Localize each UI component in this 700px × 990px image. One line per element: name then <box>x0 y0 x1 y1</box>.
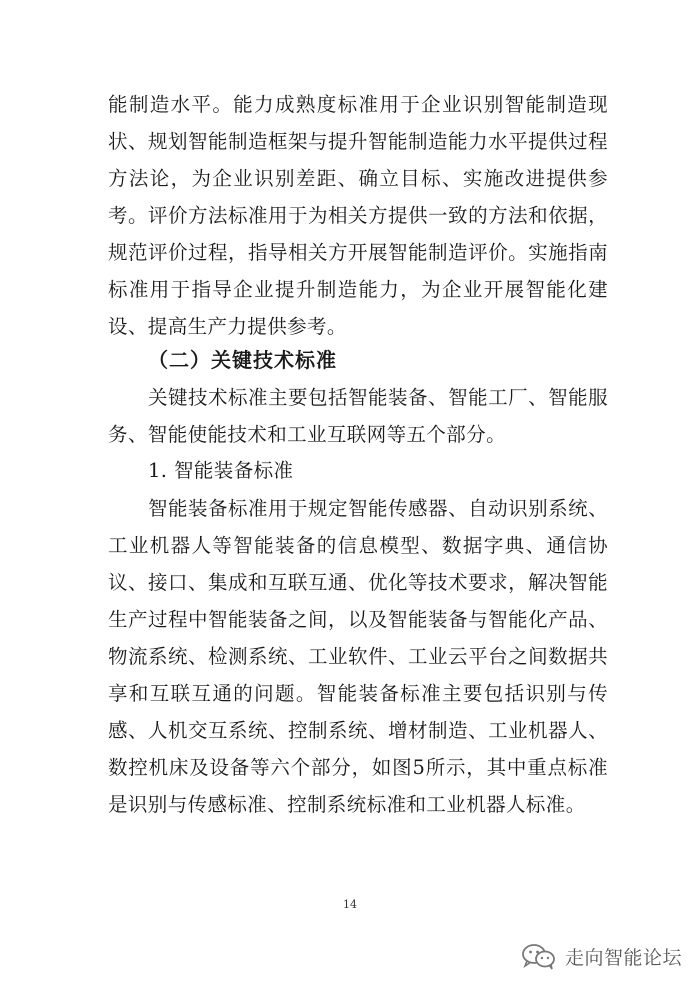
subsection-heading: 1. 智能装备标准 <box>148 459 294 482</box>
page-number: 14 <box>343 898 357 911</box>
paragraph-intro: 能制造水平。能力成熟度标准用于企业识别智能制造现状、规划智能制造框架与提升智能制造能力水平提供过程方法论，为企业识别差距、确立目标、实施改进提供参考。评价方法标准用于为相关方提供一致的方法和依据，规范评价过程，指导相关方开展智能制造评价。实施指南标准用于指导企业提升制造能力，为企业开展智能化建设、提高生产力提供参考。 <box>108 93 608 338</box>
watermark-label: 走向智能论坛 <box>564 946 682 969</box>
paragraph-smart-equipment: 智能装备标准用于规定智能传感器、自动识别系统、工业机器人等智能装备的信息模型、数据字典、通信协议、接口、集成和互联互通、优化等技术要求，解决智能生产过程中智能装备之间，以及智能装备与智能化产品、物流系统、检测系统、工业软件、工业云平台之间数据共享和互联互通的问题。智能装备标准主要包括识别与传感、人机交互系统、控制系统、增材制造、工业机器人、数控机床及设备等六个部分，如图5所示，其中重点标准是识别与传感标准、控制系统标准和工业机器人标准。 <box>108 497 608 816</box>
section-heading: （二）关键技术标准 <box>148 348 337 372</box>
paragraph-key-tech: 关键技术标准主要包括智能装备、智能工厂、智能服务、智能使能技术和工业互联网等五个部分。 <box>108 386 608 446</box>
wechat-icon <box>521 942 557 970</box>
watermark <box>521 942 682 970</box>
